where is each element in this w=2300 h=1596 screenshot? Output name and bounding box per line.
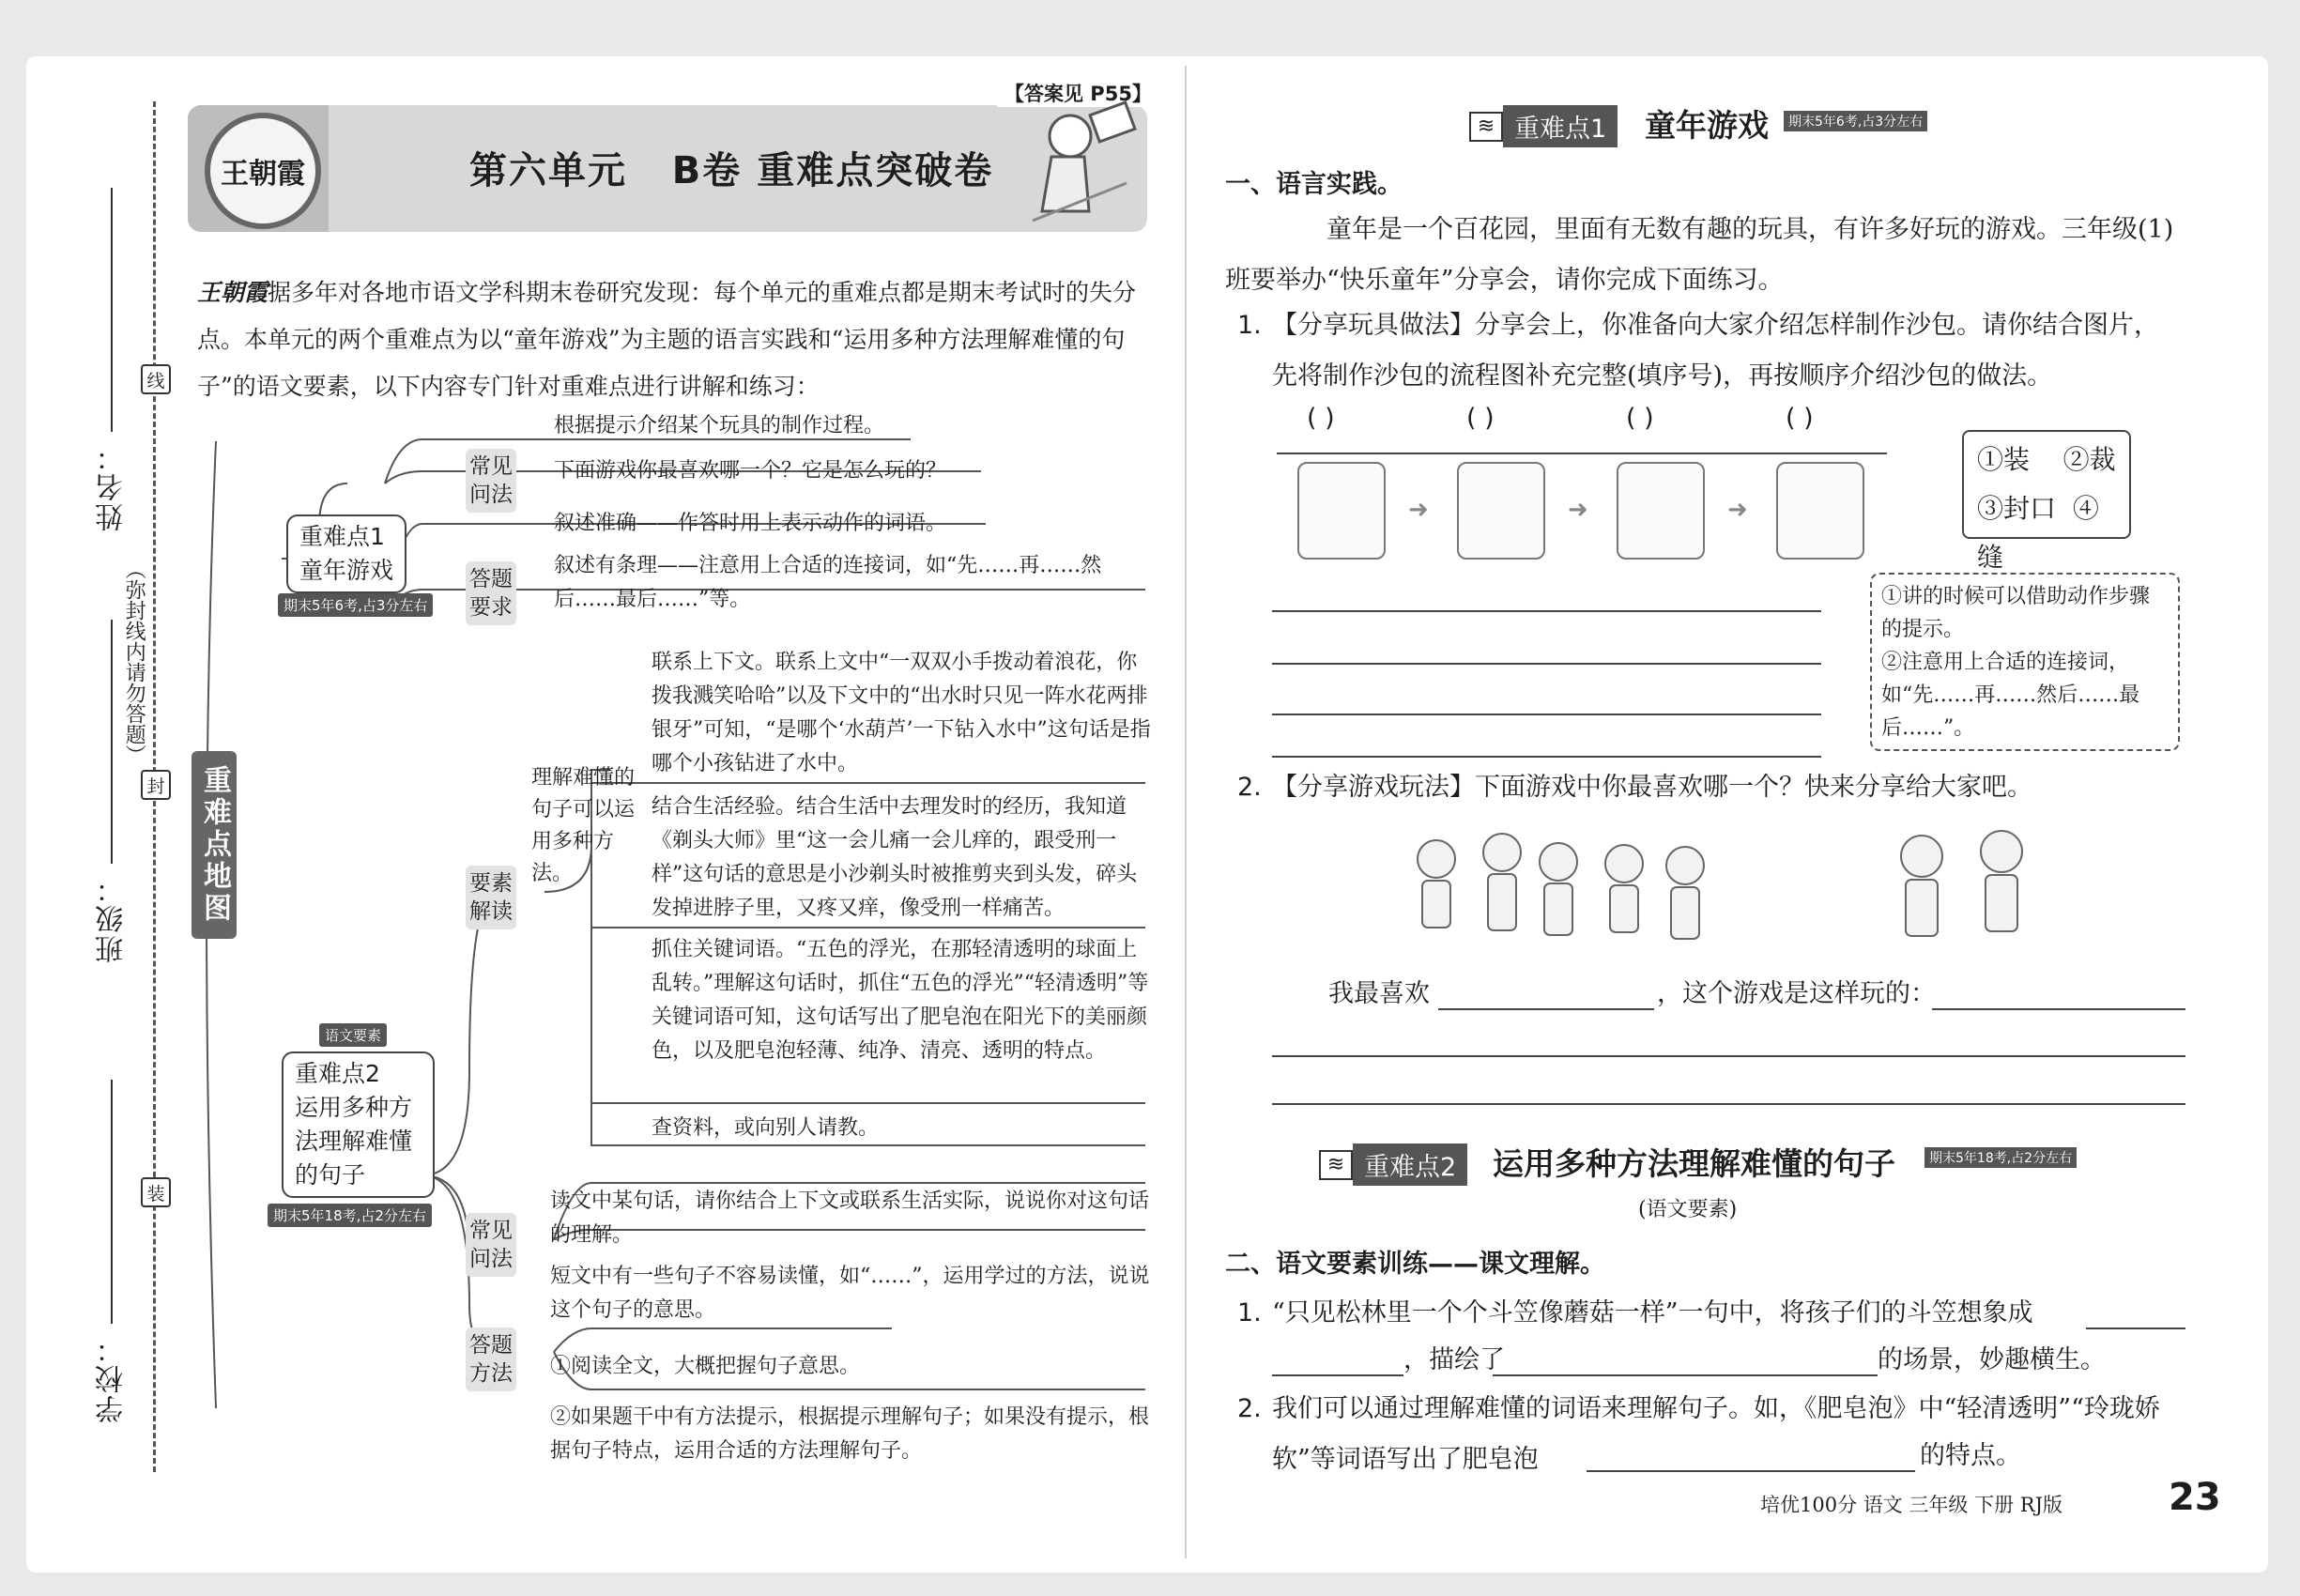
q2-fill-suffix: ，这个游戏是这样玩的： — [1657, 979, 1936, 1008]
bind-mark: 装 — [141, 1177, 171, 1207]
brand-logo: 王朝霞 — [205, 113, 321, 229]
arrow-right-icon: ➜ — [1568, 496, 1588, 524]
arrow-right-icon: ➜ — [1727, 496, 1748, 524]
name-label: 姓名： — [96, 441, 129, 531]
arrow-right-icon: ➜ — [1408, 496, 1429, 524]
map-p2-method-item: 抓住关键词语。“五色的浮光，在那轻清透明的球面上乱转。”理解这句话时，抓住“五色的浮光”“轻清透明”等关键词语可知，这句话写出了肥皂泡在阳光下的美丽颜色，以及肥皂泡轻薄、纯净、清亮、透明的特点。 — [652, 938, 1149, 1063]
answer-line[interactable] — [1272, 610, 1821, 612]
answer-line[interactable] — [1272, 1055, 2185, 1057]
map-point1-tag: 期末5年6考,占3分左右 — [278, 593, 433, 617]
map-p2-method-step: ②如果题干中有方法提示，根据提示理解句子；如果没有提示，根据句子特点，运用合适的方法理解句子。 — [550, 1405, 1150, 1463]
answer-line[interactable] — [1272, 756, 1821, 758]
q1-number: 1. — [1237, 311, 1262, 340]
hint-box — [1870, 573, 2180, 751]
answer-line[interactable] — [1272, 1103, 2185, 1105]
map-p2-sub-interpretation: 要素 解读 — [466, 866, 516, 929]
answer-line[interactable] — [1272, 714, 1821, 715]
option-item: ④缝 — [1977, 493, 2099, 573]
map-title: 重难点地图 — [192, 751, 237, 939]
map-p1-req-item: 叙述准确——作答时用上表示动作的词语。 — [554, 512, 947, 535]
map-point2-node: 重难点2 运用多种方 法理解难懂 的句子 — [282, 1051, 435, 1198]
p2q1-text: “只见松林里一个个斗笠像蘑菇一样”一句中，将孩子们的斗笠想象成 — [1272, 1298, 2033, 1327]
part2-heading: 二、语文要素训练——课文理解。 — [1225, 1250, 1605, 1279]
map-p2-method-item: 联系上下文。联系上文中“一双双小手拨动着浪花，你拨我溅笑哈哈”以及下文中的“出水时只见一阵水花两排银牙”可知，“是哪个‘水葫芦’一下钻入水中”这句话是指哪个小孩钻进了水中。 — [652, 651, 1151, 775]
map-p2-method-step: ①阅读全文，大概把握句子意思。 — [550, 1355, 861, 1378]
p2q1-number: 1. — [1237, 1298, 1262, 1327]
section2-tag: 期末5年18考,占2分左右 — [1924, 1147, 2077, 1168]
section1-badge — [1469, 105, 1618, 147]
map-point2-tag: 期末5年18考,占2分左右 — [268, 1204, 432, 1227]
name-fill-line — [111, 188, 113, 432]
answer-line[interactable] — [1932, 1008, 2185, 1010]
section1-tag: 期末5年6考,占3分左右 — [1784, 111, 1927, 131]
answer-line[interactable] — [1272, 663, 1821, 665]
option-box — [1962, 430, 2131, 573]
q2-fill-prefix: 我最喜欢 — [1328, 979, 1430, 1008]
q2-number: 2. — [1237, 773, 1262, 802]
q2-text: 【分享游戏玩法】下面游戏中你最喜欢哪一个？快来分享给大家吧。 — [1272, 773, 2032, 802]
flow-image-3 — [1617, 462, 1705, 560]
p2q1-blank-1[interactable] — [2086, 1327, 2185, 1329]
p2q2-text-b: 的特点。 — [1920, 1441, 2021, 1470]
class-fill-line — [111, 620, 113, 864]
part1-heading: 一、语言实践。 — [1225, 170, 1403, 199]
section2-subtitle: (语文要素) — [1638, 1198, 1738, 1221]
section2-badge-label: 重难点2 — [1353, 1143, 1467, 1186]
p2q1-blank-2[interactable] — [1493, 1374, 1878, 1376]
section1-title: 童年游戏 — [1645, 107, 1769, 144]
game-illustration-2 — [1870, 819, 2058, 959]
intro-text: 据多年对各地市语文学科期末卷研究发现：每个单元的重难点都是期末考试时的失分点。本单元的两个重难点为以“童年游戏”为主题的语言实践和“运用多种方法理解难懂的句子”的语文要素，以下内容专门针对重难点进行讲解和练习： — [197, 279, 1137, 400]
map-p1-req-item: 叙述有条理——注意用上合适的连接词，如“先……再……然后……最后……”等。 — [554, 554, 1102, 611]
favorite-game-blank[interactable] — [1438, 1008, 1654, 1010]
intro-paragraph — [197, 269, 1145, 410]
p2q2-number: 2. — [1237, 1394, 1262, 1423]
map-p2-sub-common: 常见 问法 — [466, 1213, 516, 1277]
seal-mark: 封 — [141, 770, 171, 800]
map-p2-common-item: 短文中有一些句子不容易读懂，如“……”，运用学过的方法，说说这个句子的意思。 — [550, 1265, 1150, 1322]
map-p2-method-item: 结合生活经验。结合生活中去理发时的经历，我知道《剃头大师》里“这一会儿痛一会儿痒的，跟受刑一样”这句话的意思是小沙剃头时被推剪夹到头发，碎头发掉进脖子里，又疼又痒，像受刑一样痛苦。 — [652, 795, 1138, 920]
answer-reference: 【答案见 P55】 — [997, 79, 1159, 107]
flow-blank-3[interactable]: ( ) — [1626, 404, 1654, 433]
p2q1-blank-1-cont[interactable] — [1272, 1374, 1403, 1376]
option-item: ②裁 — [2062, 444, 2116, 475]
p2q2-text: 我们可以通过理解难懂的词语来理解句子。如，《肥皂泡》中“轻清透明”“玲珑娇软”等词语写出了肥皂泡 — [1272, 1394, 2160, 1474]
line-mark: 线 — [141, 364, 171, 394]
section1-badge-label: 重难点1 — [1503, 105, 1618, 147]
flow-blank-4[interactable]: ( ) — [1786, 404, 1814, 433]
option-item: ①装 — [1977, 444, 2031, 475]
school-label: 学校： — [96, 1333, 129, 1423]
map-p2-interp-intro: 理解难懂的句子可以运用多种方法。 — [531, 766, 636, 885]
p2q1-text-c: 的场景，妙趣横生。 — [1878, 1345, 2106, 1374]
footer-text: 培优100分 语文 三年级 下册 RJ版 — [1760, 1494, 2063, 1516]
map-p2-common-item: 读文中某句话，请你结合上下文或联系生活实际，说说你对这句话的理解。 — [550, 1189, 1150, 1247]
section2-title: 运用多种方法理解难懂的句子 — [1493, 1145, 1895, 1182]
game-illustration-1 — [1399, 826, 1727, 958]
map-p2-sub-method: 答题 方法 — [466, 1327, 516, 1391]
binding-note: （弥封线内请勿答题） — [122, 559, 146, 765]
map-point1-node: 重难点1 童年游戏 — [286, 514, 406, 593]
wave-icon: ≋ — [1469, 112, 1503, 142]
p2q1-text-b: ，描绘了 — [1403, 1345, 1505, 1374]
p2q2-blank[interactable] — [1587, 1470, 1915, 1472]
part1-intro: 童年是一个百花园，里面有无数有趣的玩具，有许多好玩的游戏。三年级(1)班要举办“快乐童年”分享会，请你完成下面练习。 — [1225, 215, 2174, 295]
wave-icon: ≋ — [1319, 1150, 1353, 1180]
flow-blank-2[interactable]: ( ) — [1466, 404, 1495, 433]
map-p1-common-item: 下面游戏你最喜欢哪一个？它是怎么玩的？ — [554, 459, 947, 483]
hint-text: ①讲的时候可以借助动作步骤的提示。 ②注意用上合适的连接词，如“先……再……然后……最后……”。 — [1881, 585, 2151, 740]
map-p1-sub-common: 常见 问法 — [466, 449, 516, 513]
flow-image-4 — [1776, 462, 1864, 560]
flow-image-1 — [1297, 462, 1386, 560]
mascot-illustration — [1014, 99, 1145, 230]
class-label: 班级： — [96, 873, 129, 963]
option-item: ③封口 — [1977, 493, 2057, 524]
intro-brand: 王朝霞 — [197, 279, 268, 306]
flow-blank-1[interactable]: ( ) — [1307, 404, 1335, 433]
map-p1-common-item: 根据提示介绍某个玩具的制作过程。 — [554, 414, 885, 437]
section2-badge — [1319, 1143, 1467, 1186]
map-p2-method-item: 查资料，或向别人请教。 — [652, 1116, 880, 1140]
map-p1-sub-requirements: 答题 要求 — [466, 561, 516, 625]
q1-text: 【分享玩具做法】分享会上，你准备向大家介绍怎样制作沙包。请你结合图片，先将制作沙包的流程图补充完整(填序号)，再按顺序介绍沙包的做法。 — [1272, 311, 2159, 391]
school-fill-line — [111, 1080, 113, 1324]
page-title: 第六单元 B卷 重难点突破卷 — [469, 149, 994, 192]
flow-image-2 — [1457, 462, 1545, 560]
flow-baseline — [1277, 453, 1887, 454]
page-number: 23 — [2169, 1476, 2221, 1519]
map-point2-type-tag: 语文要素 — [319, 1023, 387, 1047]
page-fold — [1185, 66, 1187, 1558]
